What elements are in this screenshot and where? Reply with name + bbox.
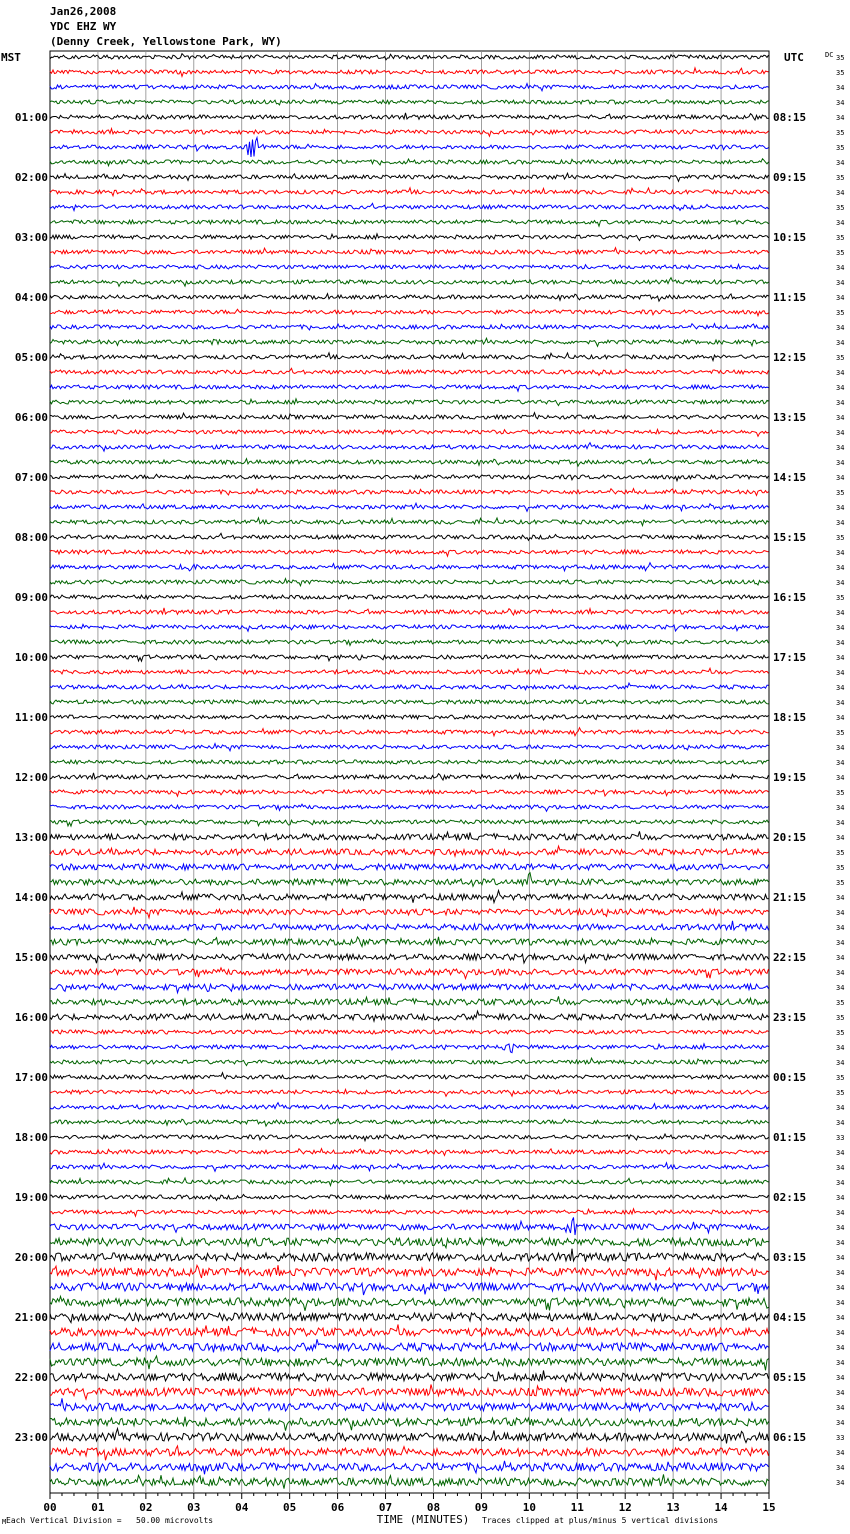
- dc-value: 34: [836, 894, 845, 902]
- utc-hour-label: 19:15: [773, 771, 807, 784]
- mst-hour-label: 19:00: [14, 1191, 48, 1204]
- dc-value: 34: [836, 429, 845, 437]
- dc-value: 34: [836, 1119, 845, 1127]
- trace-row: [50, 1417, 769, 1431]
- trace-row: [50, 1058, 769, 1065]
- dc-value: 34: [836, 324, 845, 332]
- dc-value: 34: [836, 1404, 845, 1412]
- trace-row: [50, 1209, 769, 1216]
- x-tick-label: 07: [378, 1501, 393, 1514]
- dc-value: 34: [836, 1254, 845, 1262]
- trace-row: [50, 715, 769, 720]
- trace-row: [50, 533, 769, 540]
- dc-value: 35: [836, 69, 845, 77]
- trace-row: [50, 1178, 769, 1186]
- utc-hour-label: 18:15: [773, 711, 807, 724]
- dc-value: 35: [836, 879, 845, 887]
- trace-row: [50, 518, 769, 526]
- mst-hour-label: 17:00: [14, 1071, 48, 1084]
- trace-row: [50, 1429, 769, 1444]
- trace-row: [50, 1265, 769, 1280]
- dc-value: 34: [836, 744, 845, 752]
- dc-value: 35: [836, 789, 845, 797]
- trace-row: [50, 831, 769, 840]
- dc-value: 34: [836, 819, 845, 827]
- trace-row: [50, 234, 769, 241]
- trace-row: [50, 873, 769, 887]
- trace-row: [50, 668, 769, 674]
- vertical-division-note: Each Vertical Division = 50.00 microvolts: [6, 1516, 214, 1525]
- utc-hour-label: 23:15: [773, 1011, 807, 1024]
- trace-row: [50, 159, 769, 166]
- dc-value: 34: [836, 909, 845, 917]
- mst-hour-label: 10:00: [14, 651, 48, 664]
- utc-hour-label: 08:15: [773, 111, 807, 124]
- x-tick-label: 00: [43, 1501, 57, 1514]
- trace-row: [50, 113, 769, 120]
- dc-value: 34: [836, 804, 845, 812]
- dc-value: 35: [836, 54, 845, 62]
- dc-value: 34: [836, 1329, 845, 1337]
- trace-row: [50, 1446, 769, 1460]
- dc-value: 34: [836, 1209, 845, 1217]
- x-tick-label: 02: [139, 1501, 153, 1514]
- dc-value: 34: [836, 654, 845, 662]
- mst-hour-label: 20:00: [14, 1251, 48, 1264]
- dc-value: 35: [836, 204, 845, 212]
- trace-row: [50, 804, 769, 811]
- mst-hour-label: 18:00: [14, 1131, 48, 1144]
- trace-row: [50, 639, 769, 646]
- mst-hour-label: 23:00: [14, 1431, 48, 1444]
- utc-hour-label: 14:15: [773, 471, 807, 484]
- x-tick-label: 09: [474, 1501, 489, 1514]
- dc-value: 34: [836, 774, 845, 782]
- trace-row: [50, 790, 769, 796]
- dc-value: 34: [836, 549, 845, 557]
- utc-hour-label: 13:15: [773, 411, 807, 424]
- trace-row: [50, 173, 769, 181]
- x-tick-label: 13: [666, 1501, 680, 1514]
- x-tick-label: 15: [762, 1501, 776, 1514]
- dc-value: 34: [836, 639, 845, 647]
- trace-row: [50, 429, 769, 436]
- dc-value: 34: [836, 459, 845, 467]
- trace-row: [50, 595, 769, 599]
- utc-hour-label: 01:15: [773, 1131, 807, 1144]
- dc-value: 34: [836, 969, 845, 977]
- dc-value: 34: [836, 1464, 845, 1472]
- trace-row: [50, 907, 769, 918]
- trace-row: [50, 220, 769, 226]
- mst-hour-label: 05:00: [14, 351, 48, 364]
- dc-value: 35: [836, 129, 845, 137]
- dc-value: 35: [836, 1014, 845, 1022]
- dc-value: 34: [836, 114, 845, 122]
- dc-value: 34: [836, 474, 845, 482]
- dc-value: 34: [836, 1044, 845, 1052]
- utc-hour-label: 04:15: [773, 1311, 807, 1324]
- dc-value: 34: [836, 1359, 845, 1367]
- dc-value: 34: [836, 504, 845, 512]
- dc-value: 34: [836, 279, 845, 287]
- dc-value: 35: [836, 354, 845, 362]
- utc-hour-label: 15:15: [773, 531, 807, 544]
- trace-row: [50, 683, 769, 690]
- trace-row: [50, 1030, 769, 1034]
- trace-row: [50, 54, 769, 60]
- trace-row: [50, 138, 769, 157]
- dc-value: 35: [836, 489, 845, 497]
- trace-row: [50, 700, 769, 704]
- trace-row: [50, 503, 769, 511]
- trace-row: [50, 1249, 769, 1262]
- dc-value: 35: [836, 174, 845, 182]
- trace-row: [50, 100, 769, 105]
- dc-value: 34: [836, 669, 845, 677]
- dc-value: 34: [836, 1389, 845, 1397]
- trace-row: [50, 728, 769, 736]
- dc-value: 34: [836, 954, 845, 962]
- trace-row: [50, 1195, 769, 1201]
- mst-hour-label: 21:00: [14, 1311, 48, 1324]
- dc-value: 35: [836, 249, 845, 257]
- trace-row: [50, 1163, 769, 1172]
- trace-row: [50, 474, 769, 480]
- dc-value: 34: [836, 984, 845, 992]
- axis-labels: [1, 51, 844, 1526]
- dc-value: 35: [836, 534, 845, 542]
- trace-row: [50, 608, 769, 615]
- dc-value: 34: [836, 624, 845, 632]
- dc-value: 35: [836, 144, 845, 152]
- trace-row: [50, 1073, 769, 1079]
- utc-hour-label: 10:15: [773, 231, 807, 244]
- dc-value: 34: [836, 1149, 845, 1157]
- dc-value: 35: [836, 1074, 845, 1082]
- dc-value: 34: [836, 834, 845, 842]
- x-tick-label: 10: [522, 1501, 536, 1514]
- x-tick-label: 06: [330, 1501, 345, 1514]
- trace-row: [50, 1398, 769, 1411]
- dc-value: 35: [836, 1089, 845, 1097]
- trace-row: [50, 921, 769, 931]
- mst-hour-label: 01:00: [14, 111, 48, 124]
- dc-value: 34: [836, 99, 845, 107]
- trace-row: [50, 368, 769, 375]
- dc-value: 34: [836, 219, 845, 227]
- trace-row: [50, 338, 769, 346]
- dc-value: 34: [836, 1479, 845, 1487]
- dc-value: 34: [836, 939, 845, 947]
- dc-value: 34: [836, 1179, 845, 1187]
- utc-axis-label: UTC: [784, 51, 804, 64]
- clip-note: Traces clipped at plus/minus 5 vertical divisions: [482, 1516, 719, 1525]
- mst-hour-label: 06:00: [14, 411, 48, 424]
- dc-value: 34: [836, 699, 845, 707]
- x-tick-label: 08: [426, 1501, 441, 1514]
- dc-value: 34: [836, 339, 845, 347]
- x-tick-label: 04: [235, 1501, 249, 1514]
- dc-value: 34: [836, 84, 845, 92]
- dc-value: 34: [836, 369, 845, 377]
- trace-row: [50, 1011, 769, 1021]
- dc-value: 34: [836, 1299, 845, 1307]
- trace-row: [50, 624, 769, 631]
- utc-hour-label: 17:15: [773, 651, 807, 664]
- dc-value: 34: [836, 1164, 845, 1172]
- trace-row: [50, 443, 769, 451]
- dc-value: 35: [836, 594, 845, 602]
- trace-row: [50, 563, 769, 571]
- trace-row: [50, 1119, 769, 1126]
- x-tick-label: 12: [618, 1501, 632, 1514]
- utc-hour-label: 16:15: [773, 591, 807, 604]
- trace-row: [50, 248, 769, 254]
- trace-row: [50, 1339, 769, 1352]
- dc-value: 34: [836, 1104, 845, 1112]
- utc-hour-label: 09:15: [773, 171, 807, 184]
- utc-hour-label: 00:15: [773, 1071, 807, 1084]
- trace-row: [50, 968, 769, 979]
- dc-value: 34: [836, 1419, 845, 1427]
- mst-hour-label: 07:00: [14, 471, 48, 484]
- x-tick-label: 14: [714, 1501, 728, 1514]
- trace-row: [50, 760, 769, 764]
- trace-row: [50, 1149, 769, 1156]
- trace-row: [50, 278, 769, 287]
- dc-value: 34: [836, 1374, 845, 1382]
- trace-row: [50, 1044, 769, 1053]
- trace-row: [50, 744, 769, 751]
- dc-value: 35: [836, 309, 845, 317]
- dc-value: 34: [836, 159, 845, 167]
- dc-value: 34: [836, 189, 845, 197]
- mst-hour-label: 04:00: [14, 291, 48, 304]
- trace-row: [50, 188, 769, 196]
- x-tick-label: 11: [570, 1501, 584, 1514]
- trace-row: [50, 1461, 769, 1474]
- dc-value: 34: [836, 564, 845, 572]
- station-code: YDC EHZ WY: [50, 20, 117, 33]
- trace-row: [50, 1296, 769, 1310]
- dc-value: 34: [836, 1344, 845, 1352]
- dc-value: 34: [836, 294, 845, 302]
- dc-value: 34: [836, 609, 845, 617]
- trace-row: [50, 385, 769, 391]
- dc-value: 34: [836, 1269, 845, 1277]
- dc-value: 33: [836, 1134, 845, 1142]
- mst-hour-label: 13:00: [14, 831, 48, 844]
- utc-hour-label: 03:15: [773, 1251, 807, 1264]
- trace-row: [50, 489, 769, 496]
- trace-row: [50, 1356, 769, 1370]
- utc-hour-label: 21:15: [773, 891, 807, 904]
- trace-row: [50, 1238, 769, 1248]
- station-location: (Denny Creek, Yellowstone Park, WY): [50, 35, 282, 48]
- dc-value: 33: [836, 1434, 845, 1442]
- trace-row: [50, 864, 769, 871]
- dc-value: 35: [836, 234, 845, 242]
- trace-row: [50, 937, 769, 947]
- trace-row: [50, 459, 769, 466]
- x-axis-label: TIME (MINUTES): [376, 1513, 470, 1526]
- utc-hour-label: 06:15: [773, 1431, 807, 1444]
- trace-row: [50, 264, 769, 269]
- trace-row: [50, 1371, 769, 1382]
- dc-value: 34: [836, 714, 845, 722]
- x-tick-label: 05: [283, 1501, 297, 1514]
- trace-row: [50, 84, 769, 91]
- mst-hour-label: 14:00: [14, 891, 48, 904]
- dc-value: 34: [836, 579, 845, 587]
- dc-value: 34: [836, 399, 845, 407]
- trace-row: [50, 203, 769, 210]
- trace-row: [50, 1313, 769, 1323]
- trace-row: [50, 294, 769, 301]
- mst-hour-label: 15:00: [14, 951, 48, 964]
- mst-hour-label: 11:00: [14, 711, 48, 724]
- trace-row: [50, 984, 769, 993]
- trace-row: [50, 820, 769, 827]
- trace-row: [50, 954, 769, 963]
- dc-value: 35: [836, 729, 845, 737]
- utc-hour-label: 20:15: [773, 831, 807, 844]
- trace-group: [50, 54, 769, 1489]
- trace-row: [50, 579, 769, 586]
- trace-row: [50, 1385, 769, 1400]
- dc-value: 34: [836, 1284, 845, 1292]
- dc-value: 34: [836, 684, 845, 692]
- mst-hour-label: 16:00: [14, 1011, 48, 1024]
- trace-row: [50, 129, 769, 137]
- dc-value: 34: [836, 264, 845, 272]
- dc-value: 34: [836, 384, 845, 392]
- trace-row: [50, 399, 769, 406]
- trace-row: [50, 1103, 769, 1109]
- mst-hour-label: 09:00: [14, 591, 48, 604]
- mst-axis-label: MST: [1, 51, 21, 64]
- dc-value: 34: [836, 444, 845, 452]
- utc-hour-label: 11:15: [773, 291, 807, 304]
- trace-row: [50, 413, 769, 419]
- mst-hour-label: 22:00: [14, 1371, 48, 1384]
- mst-hour-label: 02:00: [14, 171, 48, 184]
- trace-row: [50, 891, 769, 903]
- trace-row: [50, 1283, 769, 1295]
- dc-value: 34: [836, 1449, 845, 1457]
- dc-value: 34: [836, 1059, 845, 1067]
- corner-mark: M: [2, 1518, 7, 1526]
- dc-value: 34: [836, 519, 845, 527]
- dc-value: 34: [836, 759, 845, 767]
- x-tick-label: 03: [187, 1501, 201, 1514]
- dc-value: 35: [836, 999, 845, 1007]
- trace-row: [50, 1134, 769, 1141]
- dc-value: 34: [836, 414, 845, 422]
- dc-value: 35: [836, 1029, 845, 1037]
- trace-row: [50, 68, 769, 77]
- trace-row: [50, 1325, 769, 1337]
- trace-row: [50, 309, 769, 315]
- trace-row: [50, 996, 769, 1005]
- mst-hour-label: 12:00: [14, 771, 48, 784]
- dc-value: 34: [836, 924, 845, 932]
- dc-value: 34: [836, 1314, 845, 1322]
- x-tick-label: 01: [91, 1501, 105, 1514]
- trace-row: [50, 655, 769, 662]
- trace-row: [50, 1089, 769, 1096]
- plot-date: Jan26,2008: [50, 5, 117, 18]
- dc-value: 34: [836, 1224, 845, 1232]
- trace-row: [50, 1474, 769, 1488]
- trace-row: [50, 550, 769, 556]
- mst-hour-label: 03:00: [14, 231, 48, 244]
- trace-row: [50, 324, 769, 330]
- mst-hour-label: 08:00: [14, 531, 48, 544]
- dc-value: 35: [836, 864, 845, 872]
- dc-value: 35: [836, 849, 845, 857]
- trace-row: [50, 1217, 769, 1235]
- utc-hour-label: 12:15: [773, 351, 807, 364]
- trace-row: [50, 353, 769, 361]
- utc-hour-label: 05:15: [773, 1371, 807, 1384]
- utc-hour-label: 22:15: [773, 951, 807, 964]
- dc-label: DC: [825, 51, 834, 59]
- trace-row: [50, 846, 769, 856]
- trace-row: [50, 773, 769, 780]
- utc-hour-label: 02:15: [773, 1191, 807, 1204]
- dc-value: 34: [836, 1194, 845, 1202]
- dc-value: 34: [836, 1239, 845, 1247]
